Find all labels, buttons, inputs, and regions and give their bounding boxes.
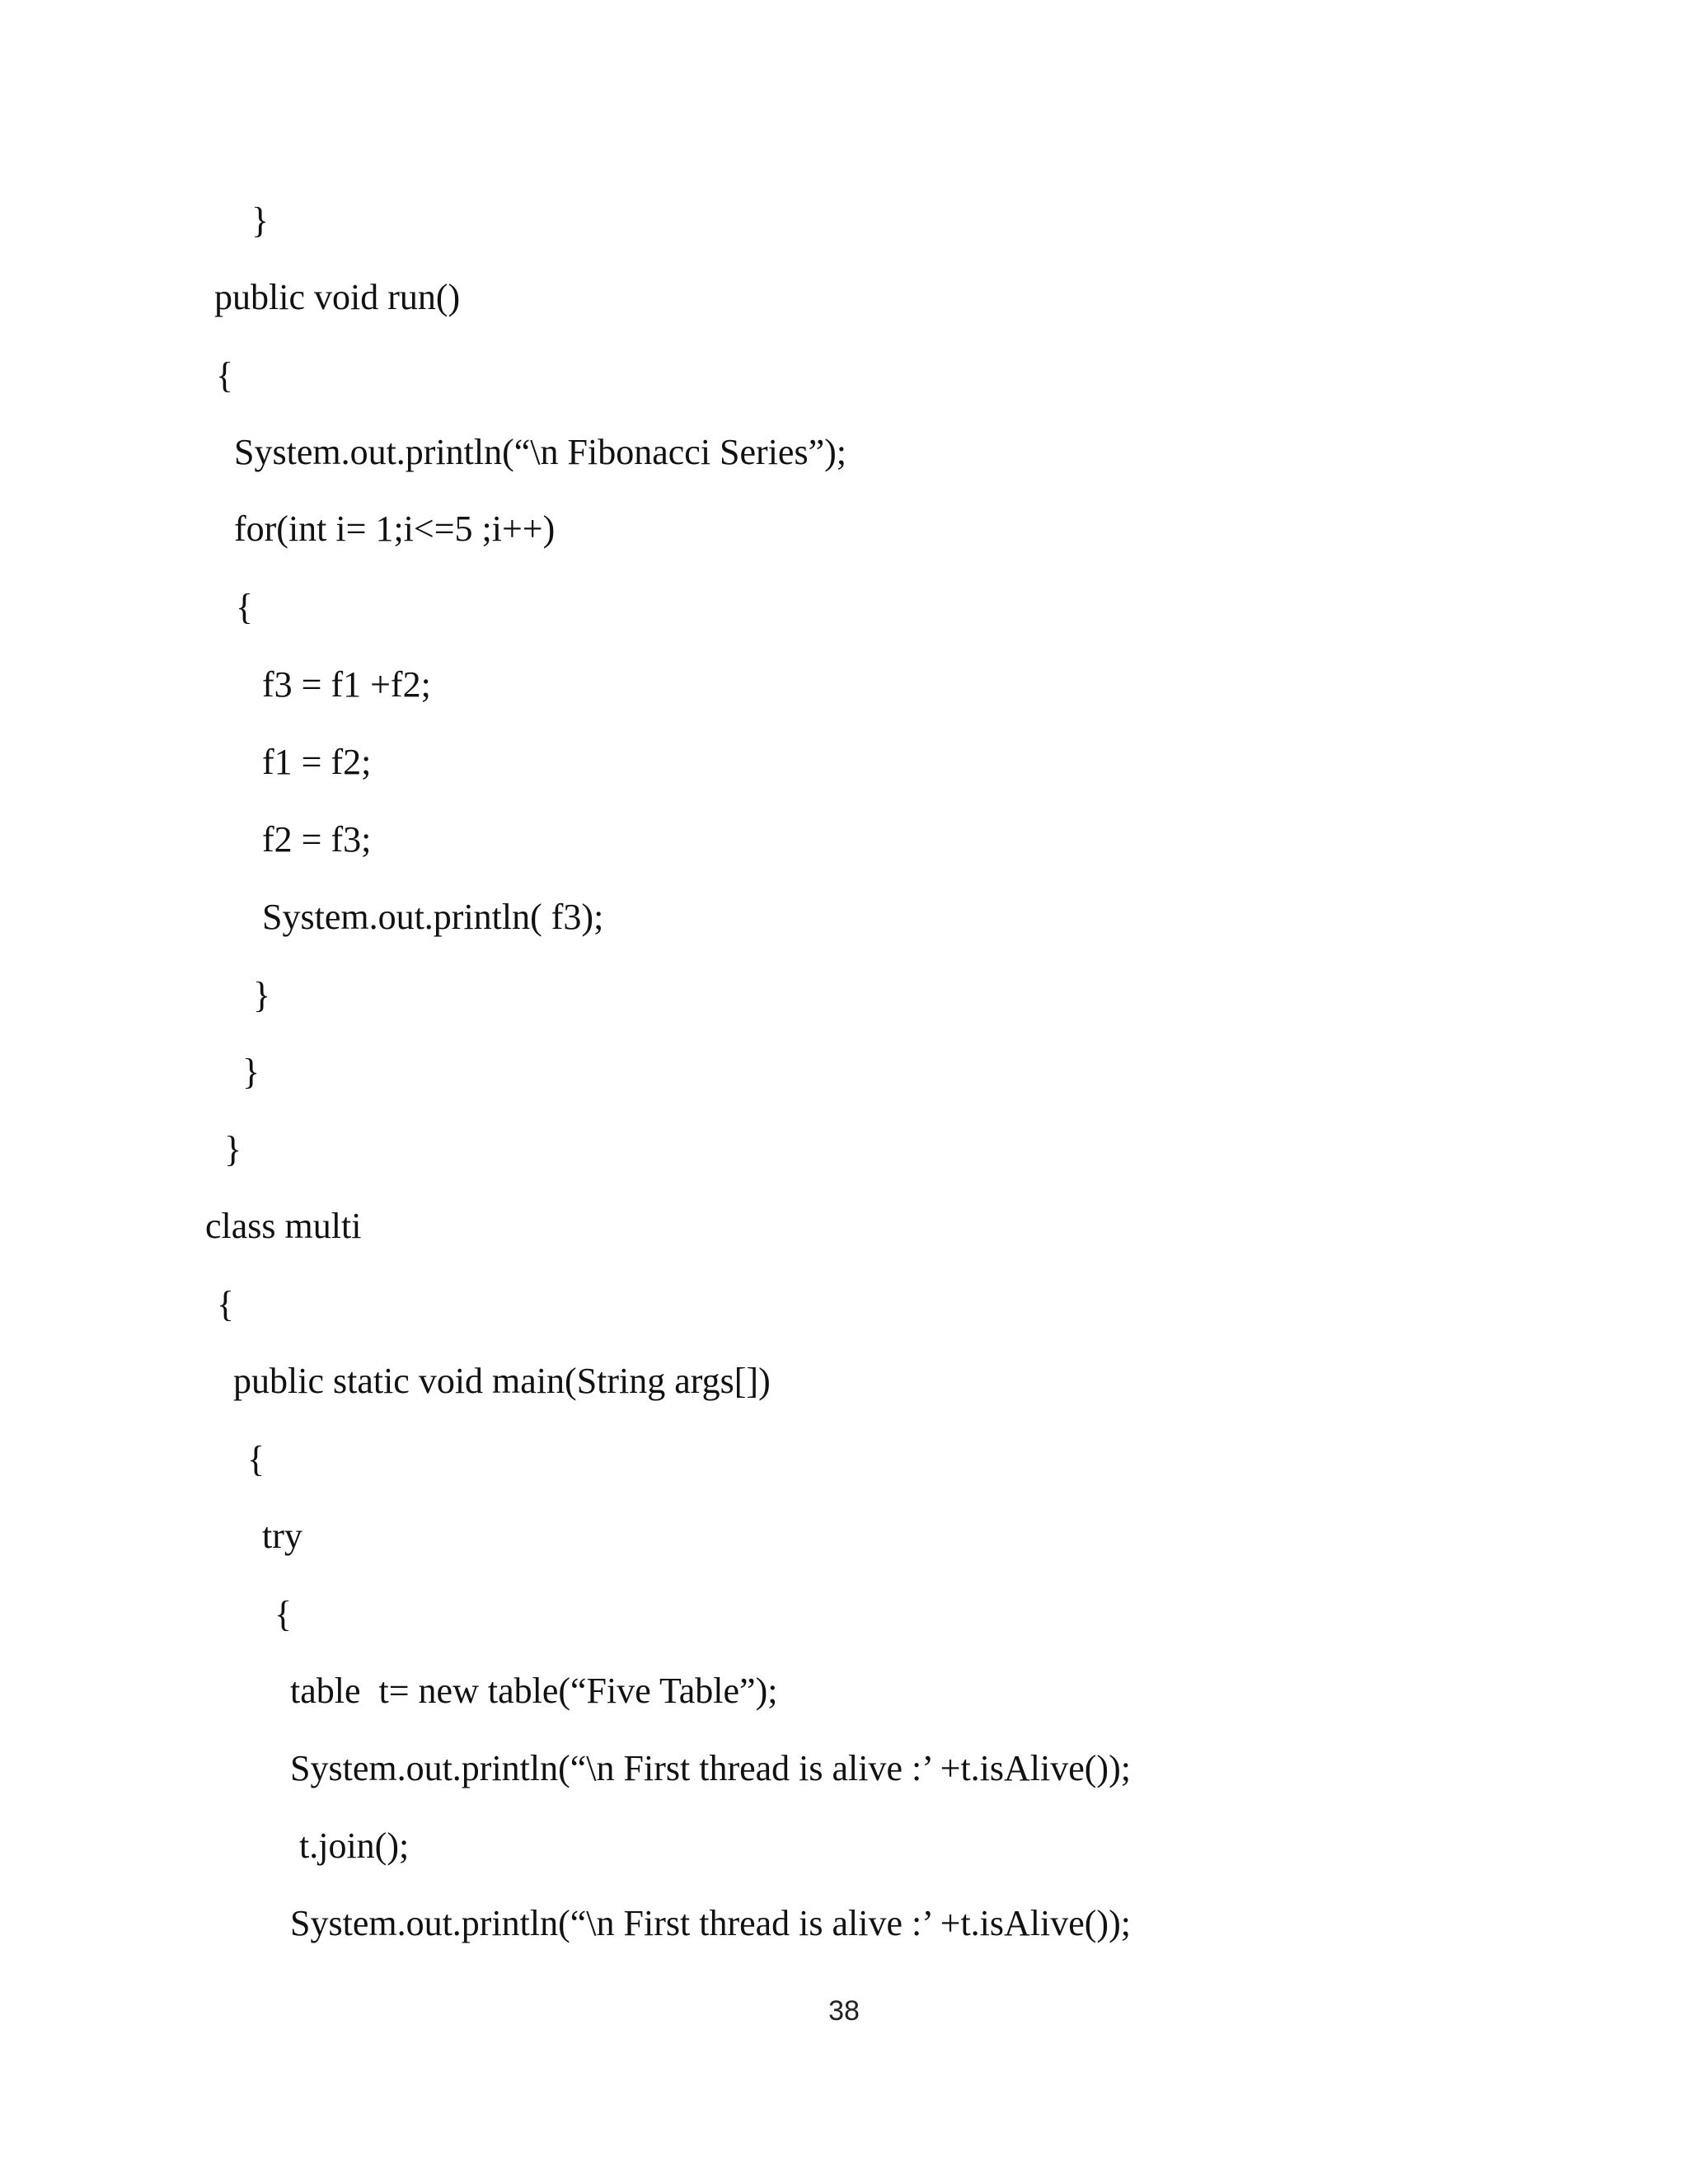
code-line: try — [262, 1516, 302, 1556]
code-line: class multi — [205, 1206, 362, 1246]
code-line: } — [253, 975, 271, 1015]
code-line: System.out.println(“\n First thread is alive :’ +t.isAlive()); — [290, 1748, 1131, 1788]
code-line: } — [224, 1129, 242, 1169]
code-line: for(int i= 1;i<=5 ;i++) — [234, 509, 556, 549]
code-line: { — [217, 1284, 235, 1324]
code-line: } — [242, 1052, 260, 1092]
page-number: 38 — [828, 1995, 860, 2027]
code-line: table t= new table(“Five Table”); — [290, 1671, 778, 1711]
code-line: System.out.println( f3); — [262, 897, 604, 937]
code-line: } — [251, 200, 270, 241]
code-line: f1 = f2; — [262, 742, 372, 782]
code-line: { — [274, 1594, 293, 1634]
code-line: f2 = f3; — [262, 819, 372, 860]
code-line: { — [236, 587, 254, 627]
code-line: { — [216, 355, 234, 396]
code-line: System.out.println(“\n Fibonacci Series”); — [234, 432, 846, 472]
code-line: System.out.println(“\n First thread is alive :’ +t.isAlive()); — [290, 1903, 1131, 1943]
code-line: t.join(); — [299, 1825, 410, 1866]
code-line: f3 = f1 +f2; — [262, 664, 431, 705]
code-line: public static void main(String args[]) — [233, 1361, 771, 1401]
code-line: public void run() — [214, 277, 461, 317]
code-line: { — [247, 1439, 265, 1479]
